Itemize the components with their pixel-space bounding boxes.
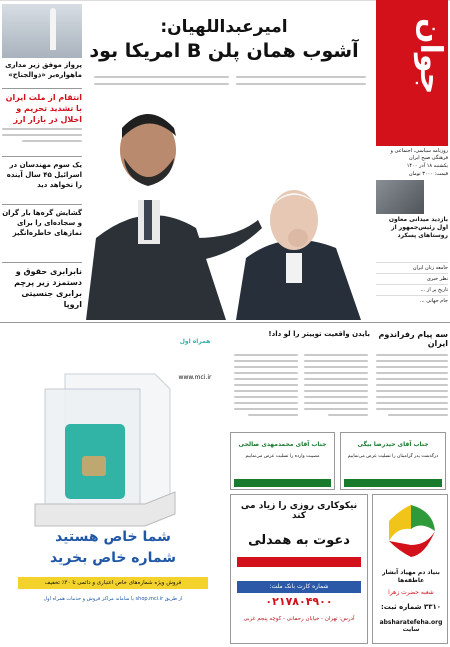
left-column [0, 0, 84, 320]
main-kicker: امیرعبداللهیان: [160, 17, 288, 37]
charity-red-band [237, 557, 361, 567]
condolence-1-band [234, 479, 331, 487]
sim-chip [82, 456, 106, 476]
condolence-2-header: جناب آقای حیدرضا بیگی [357, 441, 429, 448]
ashura-title: بنیاد دم مهیاد آبشار عاطفه‌ها [382, 569, 440, 584]
link-2[interactable]: نظر خبری [376, 273, 448, 284]
charity-phone: ۰۲۱۷۸۰۴۹۰۰ [265, 595, 333, 608]
bottom-article-title: بایدن واقعیت توییتر را لو داد! [268, 330, 370, 338]
link-1[interactable]: جامعه زنان ایران [376, 262, 448, 273]
charity-title: دعوت به همدلی [248, 533, 350, 548]
charity-ad [230, 494, 368, 644]
bottom-article-text-right [376, 354, 448, 444]
bottom-article-text-mid [304, 354, 368, 444]
sim-ad-line2: شماره خاص بخرید [49, 550, 177, 566]
condolence-2-body: درگذشت پدر گرامیتان را تسلیت عرض می‌نماییم [347, 454, 439, 459]
masthead-date: یکشنبه ۱۸ آذر ۱۴۰۰ [406, 163, 448, 169]
sim-ad-footer: از طریق shop.mci.ir یا سامانه مراکز فروش و خدمات همراه اول [43, 596, 183, 602]
sim-ad-line1: شما خاص هستید [55, 529, 171, 545]
ashura-ad [372, 494, 448, 644]
right-links [376, 262, 448, 306]
rocket [50, 8, 56, 50]
figure-left-tie [144, 200, 152, 240]
right-story-title: بازدید میدانی معاون اول رئیس‌جمهور از روستاهای پسکرد [388, 216, 448, 239]
charity-account: شماره کارت بانک ملت: [237, 581, 361, 593]
sim-ad-strip: فروش ویژه شماره‌های خاص اعتباری و دائمی تا ۴۰٪ تخفیف [18, 577, 208, 589]
logo-green [411, 505, 435, 531]
logo-yellow [389, 505, 411, 541]
condolence-box-1 [230, 432, 335, 490]
condolence-box-2 [340, 432, 446, 490]
bottom-article-text-left [234, 354, 298, 444]
charity-top: نیکوکاری روزی را زیاد می کند [240, 501, 358, 521]
left-item-1-title: پرواز موفق زیر مداری [5, 61, 82, 69]
main-headline: آشوب همان پلن B امریکا بود [89, 40, 359, 62]
link-3[interactable]: تاریخ پر از ... [376, 284, 448, 295]
figure-right-hand [288, 229, 308, 247]
bottom-article [230, 324, 450, 449]
logo-red [389, 531, 435, 557]
logo-text: جوان [413, 18, 448, 95]
left-item-3-title: یک سوم مهندسان در اسرائیل ۴۵ سال آینده را نخواهد دید [6, 161, 82, 189]
condolence-1-body: مصیبت وارده را تسلیت عرض می‌نماییم [245, 454, 320, 459]
logo [376, 0, 448, 146]
main-story [86, 0, 370, 320]
condolence-1-header: جناب آقای محمدمهدی صالحی [238, 441, 327, 448]
left-item-1-sub: ماهواره‌بر «ذوالجناح» [8, 71, 82, 79]
bottom-article-heading-right: سه پیام رفراندوم ایران [378, 330, 448, 348]
ashura-site[interactable]: absharatefeha.org سایت [379, 619, 443, 633]
charity-address: آدرس: تهران - خیابان رحمانی - کوچه پنجم غربی [243, 616, 355, 622]
left-item-2-title: انتقام از ملت ایران با تشدید تحریم و اخلال در بازار ارز [5, 93, 82, 124]
left-item-5-title: نابرابری حقوق و دستمزد زیر پرچم برابری جنسیتی اروپا [14, 267, 82, 309]
figure-right-shirt [286, 253, 302, 283]
ashura-phone: شعبه حضرت زهرا [388, 589, 434, 596]
condolence-2-band [344, 479, 442, 487]
left-photo [2, 4, 82, 58]
sim-ad [0, 324, 226, 647]
masthead-price: قیمت: ۳۰۰۰ تومان [408, 171, 448, 177]
masthead [372, 0, 450, 320]
right-story-photo [376, 180, 424, 214]
ashura-logo [381, 501, 441, 563]
sim-ad-url[interactable]: www.mci.ir [178, 374, 212, 381]
ashura-number: ۳۳۱۰ شماره ثبت: [380, 603, 442, 611]
masthead-subtitle: روزنامه سیاسی، اجتماعی و فرهنگی صبح ایران [390, 148, 448, 161]
left-item-4-title: گشایش گره‌ها بار گران و سجاده‌ای را برای نمازهای خاطره‌انگیز [2, 209, 82, 237]
main-photo [86, 88, 370, 320]
left-item-2-text [2, 128, 82, 152]
link-4[interactable]: جام جهانی ... [376, 295, 448, 306]
sim-ad-brand: همراه اول [179, 338, 211, 345]
sim-showcase [30, 364, 180, 529]
